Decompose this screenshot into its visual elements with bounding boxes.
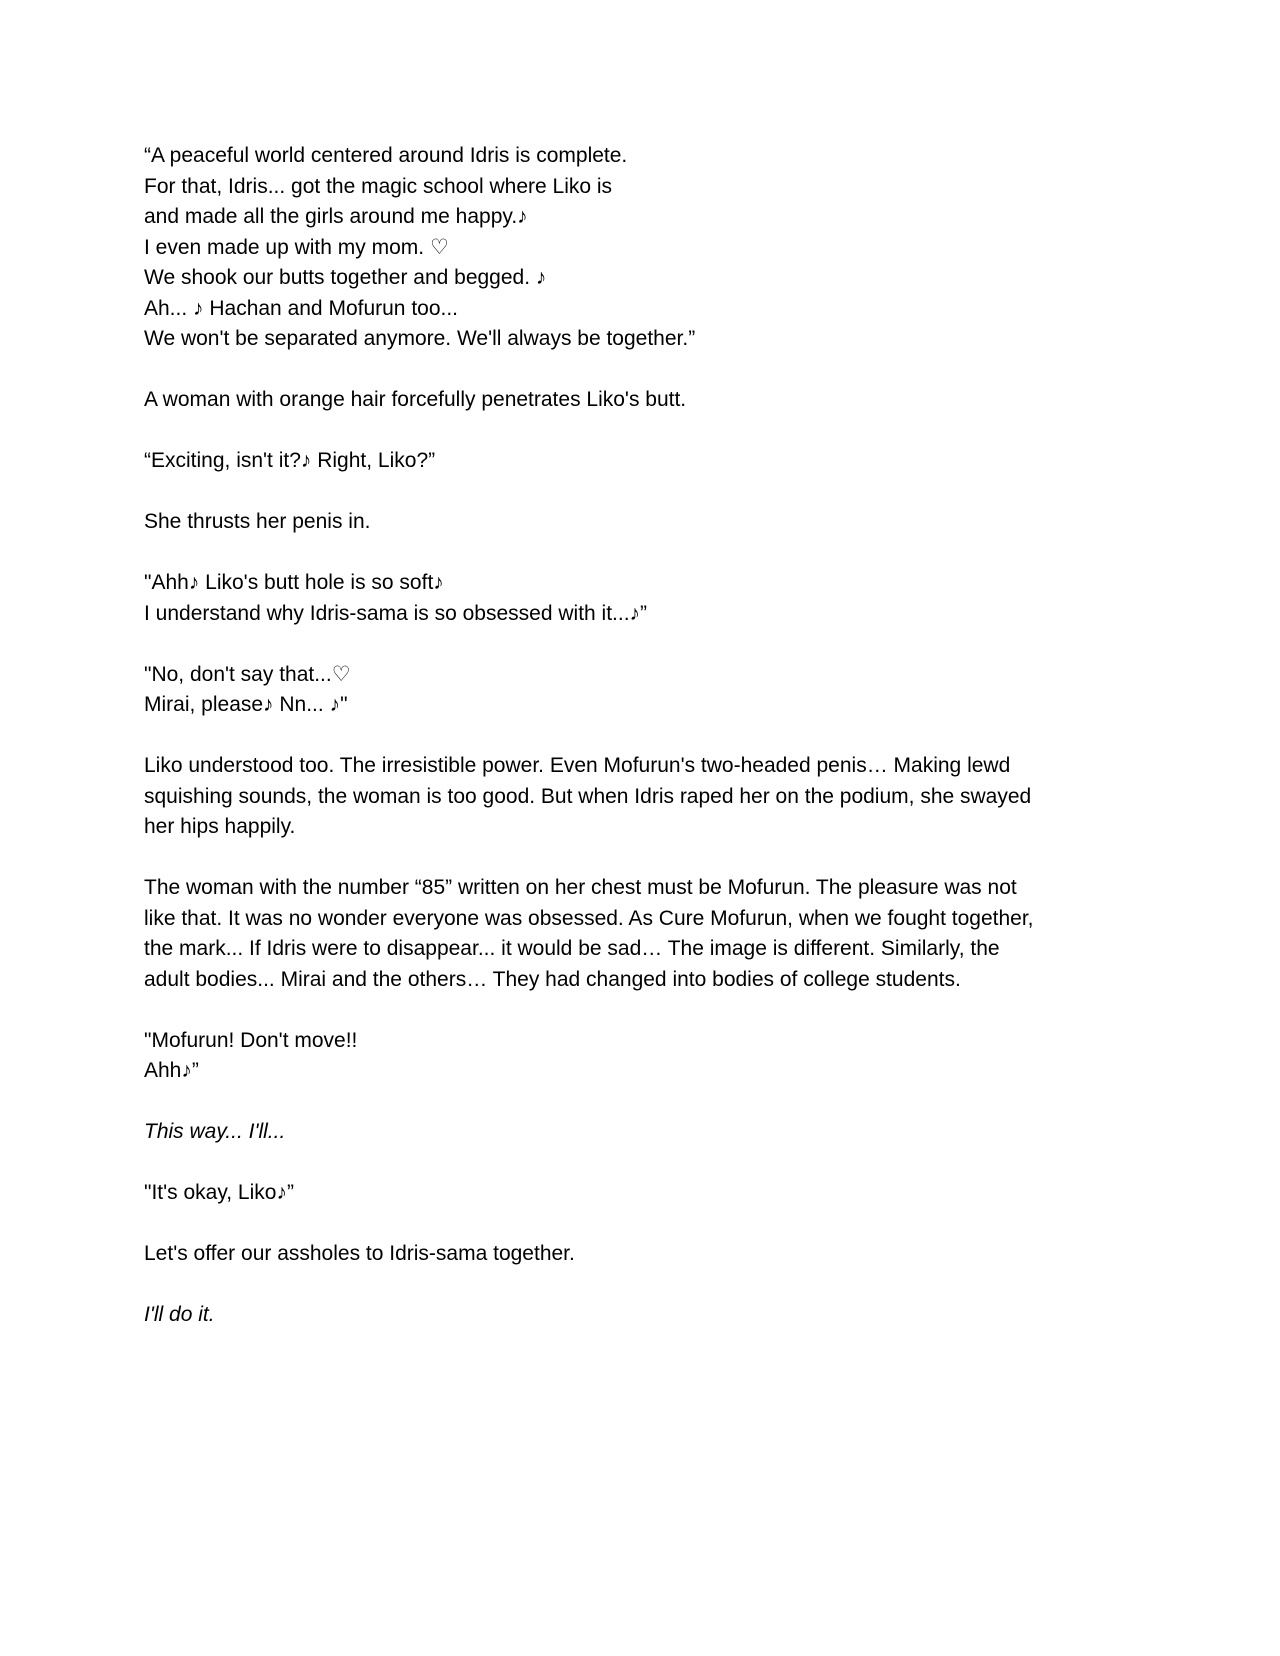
- text-line: “Exciting, isn't it?♪ Right, Liko?”: [144, 449, 436, 472]
- text-line: "Mofurun! Don't move!!: [144, 1028, 358, 1052]
- paragraph: [144, 1300, 1134, 1331]
- text-line: "No, don't say that...♡: [144, 662, 351, 686]
- text-line: like that. It was no wonder everyone was obsessed. As Cure Mofurun, when we fought together,: [144, 906, 1034, 930]
- paragraph: [144, 507, 1134, 538]
- text-line: We won't be separated anymore. We'll always be together.”: [144, 327, 696, 350]
- text-line: Liko understood too. The irresistible power. Even Mofurun's two-headed penis… Making lewd: [144, 754, 1011, 777]
- text-line: I even made up with my mom. ♡: [144, 235, 449, 259]
- text-line: "Ahh♪ Liko's butt hole is so soft♪: [144, 571, 444, 594]
- text-line: and made all the girls around me happy.♪: [144, 205, 528, 228]
- paragraph: [144, 385, 1134, 416]
- text-line: Ah... ♪ Hachan and Mofurun too...: [144, 296, 459, 320]
- text-line: the mark... If Idris were to disappear... it would be sad… The image is different. Similarly, the: [144, 937, 1000, 960]
- text-line: I understand why Idris-sama is so obsessed with it...♪”: [144, 601, 648, 625]
- paragraph: [144, 751, 1134, 843]
- paragraph: [144, 1026, 1134, 1087]
- text-line: adult bodies... Mirai and the others… They had changed into bodies of college students.: [144, 967, 961, 991]
- paragraph: [144, 1239, 1134, 1270]
- text-line: Let's offer our assholes to Idris-sama together.: [144, 1242, 575, 1265]
- text-line: “A peaceful world centered around Idris is complete.: [144, 144, 628, 167]
- text-line: I'll do it.: [144, 1303, 215, 1326]
- paragraph: [144, 568, 1134, 629]
- text-line: She thrusts her penis in.: [144, 510, 371, 533]
- document-text: [144, 141, 1134, 1331]
- paragraph: [144, 873, 1134, 995]
- text-line: Ahh♪”: [144, 1059, 199, 1082]
- text-line: This way... I'll...: [144, 1120, 286, 1143]
- text-line: The woman with the number “85” written on her chest must be Mofurun. The pleasure was not: [144, 876, 1017, 899]
- text-line: "It's okay, Liko♪”: [144, 1181, 294, 1204]
- paragraph: [144, 660, 1134, 721]
- paragraph: [144, 446, 1134, 477]
- text-line: her hips happily.: [144, 815, 296, 838]
- paragraph: [144, 141, 1134, 355]
- text-line: A woman with orange hair forcefully penetrates Liko's butt.: [144, 388, 687, 411]
- text-line: We shook our butts together and begged. ♪: [144, 266, 547, 289]
- text-line: For that, Idris... got the magic school where Liko is: [144, 174, 613, 198]
- paragraph: [144, 1178, 1134, 1209]
- paragraph: [144, 1117, 1134, 1148]
- text-line: Mirai, please♪ Nn... ♪": [144, 693, 348, 716]
- text-line: squishing sounds, the woman is too good. But when Idris raped her on the podium, she swayed: [144, 784, 1032, 808]
